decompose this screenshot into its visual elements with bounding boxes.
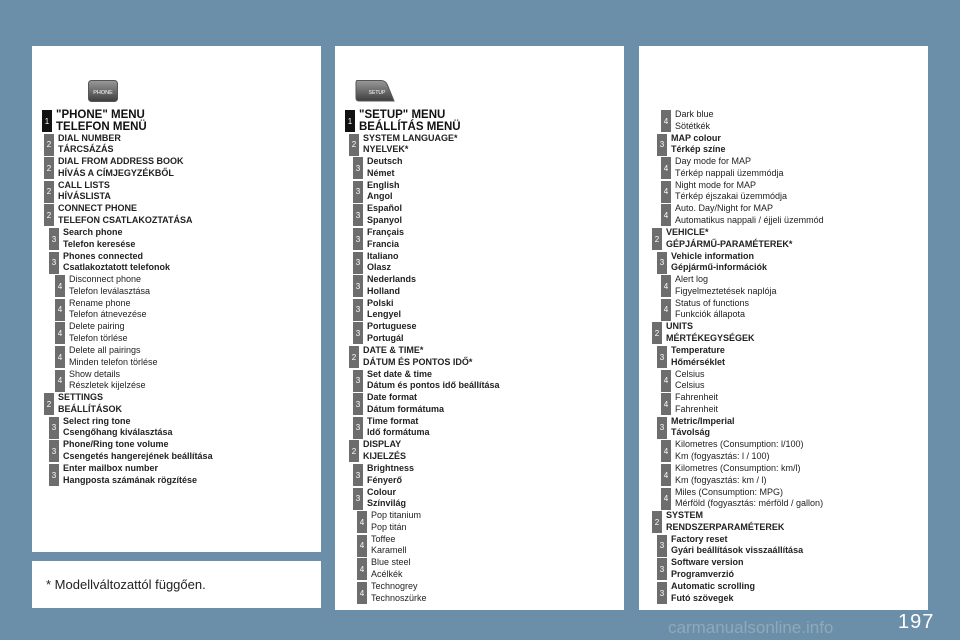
item-label-hungarian: Km (fogyasztás: km / l) bbox=[675, 474, 767, 485]
item-label-english: Portuguese bbox=[367, 321, 417, 332]
item-label-hungarian: Térkép nappali üzemmódja bbox=[675, 167, 784, 178]
item-label-english: Deutsch bbox=[367, 156, 403, 167]
item-label-english: Dark blue bbox=[675, 109, 714, 119]
item-label-hungarian: Térkép éjszakai üzemmódja bbox=[675, 191, 788, 202]
item-label-hungarian: Fényerő bbox=[367, 474, 403, 485]
level-badge: 3 bbox=[353, 204, 363, 226]
item-label-english: Nederlands bbox=[367, 274, 417, 285]
item-label-english: SYSTEM bbox=[666, 510, 704, 521]
item-label-english: Italiano bbox=[367, 250, 399, 261]
level-badge: 3 bbox=[353, 417, 363, 439]
item-label-hungarian: Portugál bbox=[367, 332, 404, 343]
item-label-english: Español bbox=[367, 203, 403, 214]
level-badge: 4 bbox=[661, 440, 671, 462]
level-badge: 4 bbox=[661, 275, 671, 297]
item-label-english: Colour bbox=[367, 486, 396, 497]
item-label-english: CALL LISTS bbox=[58, 179, 110, 190]
level-badge: 4 bbox=[661, 299, 671, 321]
setup-icon-label: SETUP bbox=[368, 90, 386, 96]
level-badge: 4 bbox=[55, 322, 65, 344]
item-label-hungarian: Sötétkék bbox=[675, 120, 711, 131]
level-badge: 1 bbox=[42, 110, 52, 132]
item-label-hungarian: Francia bbox=[367, 238, 400, 249]
item-label-hungarian: Technoszürke bbox=[371, 592, 427, 603]
item-label-hungarian: Telefon átnevezése bbox=[69, 309, 147, 320]
setup-menu-panel bbox=[335, 46, 624, 610]
level-badge: 3 bbox=[657, 417, 667, 439]
item-label-english: Day mode for MAP bbox=[675, 156, 752, 167]
item-label-english: VEHICLE* bbox=[666, 227, 709, 237]
item-label-english: Polski bbox=[367, 297, 394, 308]
level-badge: 3 bbox=[657, 535, 667, 557]
item-label-english: Show details bbox=[69, 368, 121, 379]
item-label-hungarian: KIJELZÉS bbox=[363, 450, 407, 461]
item-label-hungarian: Olasz bbox=[367, 262, 392, 273]
level-badge: 3 bbox=[657, 582, 667, 604]
item-label-hungarian: Gépjármű-információk bbox=[671, 262, 768, 273]
level-badge: 3 bbox=[353, 228, 363, 250]
item-label-hungarian: Részletek kijelzése bbox=[69, 380, 146, 391]
item-label-hungarian: RENDSZERPARAMÉTEREK bbox=[666, 521, 785, 532]
item-label-hungarian: Figyelmeztetések naplója bbox=[675, 285, 777, 296]
item-label-english: DISPLAY bbox=[363, 439, 402, 450]
item-label-hungarian: Telefon leválasztása bbox=[69, 285, 151, 296]
level-badge: 4 bbox=[357, 511, 367, 533]
item-label-english: English bbox=[367, 179, 400, 190]
item-label-hungarian: Térkép színe bbox=[671, 144, 726, 155]
item-label-english: Rename phone bbox=[69, 297, 131, 308]
item-label-hungarian: Futó szövegek bbox=[671, 592, 734, 603]
item-label-hungarian: Hangposta számának rögzítése bbox=[63, 474, 198, 485]
level-badge: 3 bbox=[657, 558, 667, 580]
level-badge: 4 bbox=[55, 275, 65, 297]
item-label-english: Celsius bbox=[675, 368, 705, 379]
item-label-hungarian: BEÁLLÍTÁSOK bbox=[58, 403, 122, 414]
level-badge: 3 bbox=[353, 157, 363, 179]
item-label-english: MAP colour bbox=[671, 132, 721, 143]
item-label-english: Automatic scrolling bbox=[671, 581, 756, 591]
item-label-hungarian: Automatikus nappali / éjjeli üzemmód bbox=[675, 214, 824, 225]
item-label-hungarian: MÉRTÉKEGYSÉGEK bbox=[666, 332, 755, 343]
item-label-hungarian: Gyári beállítások visszaállítása bbox=[671, 545, 804, 556]
item-label-english: Date format bbox=[367, 392, 418, 403]
item-label-hungarian: TÁRCSÁZÁS bbox=[58, 144, 114, 155]
item-label-english: Français bbox=[367, 227, 405, 237]
level-badge: 2 bbox=[652, 228, 662, 250]
item-label-english: SETTINGS bbox=[58, 392, 104, 403]
level-badge: 1 bbox=[345, 110, 355, 132]
level-badge: 3 bbox=[49, 252, 59, 274]
level-badge: 4 bbox=[661, 181, 671, 203]
level-badge: 2 bbox=[349, 346, 359, 368]
level-badge: 3 bbox=[353, 252, 363, 274]
item-label-hungarian: Pop titán bbox=[371, 521, 407, 532]
item-label-hungarian: Színvilág bbox=[367, 498, 407, 509]
item-label-hungarian: BEÁLLÍTÁS MENÜ bbox=[359, 121, 461, 133]
level-badge: 3 bbox=[353, 181, 363, 203]
phone-menu-panel bbox=[32, 46, 321, 552]
item-label-english: Vehicle information bbox=[671, 250, 755, 261]
item-label-english: Auto. Day/Night for MAP bbox=[675, 203, 774, 214]
level-badge: 2 bbox=[349, 440, 359, 462]
item-label-hungarian: HÍVÁS A CÍMJEGYZÉKBŐL bbox=[58, 167, 174, 178]
item-label-english: Technogrey bbox=[371, 581, 418, 591]
item-label-english: Select ring tone bbox=[63, 415, 131, 426]
setup-button-icon bbox=[355, 80, 395, 102]
item-label-english: DIAL FROM ADDRESS BOOK bbox=[58, 156, 184, 167]
item-label-english: Pop titanium bbox=[371, 510, 422, 521]
item-label-english: Toffee bbox=[371, 533, 396, 544]
item-label-hungarian: Karamell bbox=[371, 545, 407, 556]
phone-button-icon bbox=[88, 80, 118, 102]
level-badge: 3 bbox=[353, 488, 363, 510]
item-label-hungarian: DÁTUM ÉS PONTOS IDŐ* bbox=[363, 356, 473, 367]
level-badge: 4 bbox=[661, 464, 671, 486]
level-badge: 4 bbox=[357, 558, 367, 580]
item-label-hungarian: Telefon keresése bbox=[63, 238, 136, 249]
item-label-hungarian: Acélkék bbox=[371, 568, 403, 579]
item-label-hungarian: Távolság bbox=[671, 427, 711, 438]
level-badge: 4 bbox=[661, 204, 671, 226]
item-label-hungarian: Mérföld (fogyasztás: mérföld / gallon) bbox=[675, 498, 824, 509]
level-badge: 2 bbox=[44, 157, 54, 179]
item-label-english: Phones connected bbox=[63, 250, 144, 261]
level-badge: 3 bbox=[657, 346, 667, 368]
item-label-hungarian: Fahrenheit bbox=[675, 403, 719, 414]
item-label-hungarian: Angol bbox=[367, 191, 393, 202]
level-badge: 3 bbox=[657, 134, 667, 156]
item-label-english: Blue steel bbox=[371, 557, 411, 568]
level-badge: 4 bbox=[661, 393, 671, 415]
level-badge: 3 bbox=[657, 252, 667, 274]
item-label-hungarian: Csengetés hangerejének beállítása bbox=[63, 450, 213, 461]
item-label-hungarian: Csengőhang kiválasztása bbox=[63, 427, 173, 438]
item-label-hungarian: Funkciók állapota bbox=[675, 309, 746, 320]
item-label-english: Factory reset bbox=[671, 533, 728, 544]
level-badge: 2 bbox=[349, 134, 359, 156]
level-badge: 4 bbox=[357, 582, 367, 604]
level-badge: 3 bbox=[353, 464, 363, 486]
item-label-english: Delete pairing bbox=[69, 321, 125, 332]
item-label-hungarian: Dátum formátuma bbox=[367, 403, 445, 414]
item-label-english: Temperature bbox=[671, 345, 725, 355]
level-badge: 4 bbox=[55, 370, 65, 392]
level-badge: 3 bbox=[353, 299, 363, 321]
item-label-hungarian: Spanyol bbox=[367, 214, 403, 225]
item-label-english: Phone/Ring tone volume bbox=[63, 439, 169, 450]
item-label-hungarian: Hőmérséklet bbox=[671, 356, 726, 367]
level-badge: 4 bbox=[661, 370, 671, 392]
level-badge: 3 bbox=[353, 322, 363, 344]
page-number: 197 bbox=[898, 611, 935, 633]
level-badge: 3 bbox=[49, 417, 59, 439]
level-badge: 3 bbox=[49, 440, 59, 462]
item-label-english: Alert log bbox=[675, 274, 709, 285]
item-label-hungarian: Dátum és pontos idő beállítása bbox=[367, 380, 500, 391]
item-label-hungarian: Minden telefon törlése bbox=[69, 356, 158, 367]
item-label-hungarian: Programverzió bbox=[671, 568, 735, 579]
item-label-english: "PHONE" MENU bbox=[56, 109, 145, 121]
footnote-text: * Modellváltozattól függően. bbox=[46, 577, 206, 592]
level-badge: 2 bbox=[44, 393, 54, 415]
footnote-box bbox=[32, 561, 321, 608]
item-label-english: SYSTEM LANGUAGE* bbox=[363, 132, 458, 143]
level-badge: 4 bbox=[357, 535, 367, 557]
item-label-english: CONNECT PHONE bbox=[58, 203, 138, 214]
item-label-english: DATE & TIME* bbox=[363, 345, 424, 355]
item-label-hungarian: Idő formátuma bbox=[367, 427, 430, 438]
level-badge: 4 bbox=[661, 110, 671, 132]
level-badge: 4 bbox=[661, 488, 671, 510]
level-badge: 4 bbox=[661, 157, 671, 179]
item-label-english: Time format bbox=[367, 415, 419, 426]
level-badge: 2 bbox=[44, 204, 54, 226]
item-label-english: Fahrenheit bbox=[675, 392, 719, 403]
item-label-hungarian: Telefon törlése bbox=[69, 332, 128, 343]
item-label-hungarian: GÉPJÁRMŰ-PARAMÉTEREK* bbox=[666, 238, 793, 249]
setup-menu-continued-panel bbox=[639, 46, 928, 610]
item-label-english: Kilometres (Consumption: l/100) bbox=[675, 439, 804, 450]
level-badge: 3 bbox=[353, 393, 363, 415]
item-label-english: Search phone bbox=[63, 227, 123, 237]
item-label-english: Kilometres (Consumption: km/l) bbox=[675, 463, 801, 473]
level-badge: 3 bbox=[353, 370, 363, 392]
level-badge: 3 bbox=[49, 464, 59, 486]
item-label-english: Delete all pairings bbox=[69, 345, 141, 355]
item-label-hungarian: TELEFON MENÜ bbox=[56, 121, 147, 133]
item-label-hungarian: Celsius bbox=[675, 380, 705, 391]
watermark: carmanualsonline.info bbox=[668, 618, 834, 637]
level-badge: 2 bbox=[652, 511, 662, 533]
item-label-hungarian: Km (fogyasztás: l / 100) bbox=[675, 450, 770, 461]
level-badge: 2 bbox=[44, 134, 54, 156]
item-label-english: Metric/Imperial bbox=[671, 415, 735, 426]
item-label-english: UNITS bbox=[666, 321, 693, 332]
item-label-english: Status of functions bbox=[675, 297, 750, 308]
item-label-english: "SETUP" MENU bbox=[359, 109, 446, 121]
item-label-english: Enter mailbox number bbox=[63, 463, 159, 473]
level-badge: 2 bbox=[44, 181, 54, 203]
level-badge: 4 bbox=[55, 346, 65, 368]
level-badge: 2 bbox=[652, 322, 662, 344]
item-label-hungarian: TELEFON CSATLAKOZTATÁSA bbox=[58, 214, 193, 225]
item-label-hungarian: NYELVEK* bbox=[363, 144, 409, 155]
item-label-english: Night mode for MAP bbox=[675, 179, 757, 190]
item-label-english: DIAL NUMBER bbox=[58, 132, 121, 143]
item-label-english: Software version bbox=[671, 557, 744, 568]
item-label-hungarian: Lengyel bbox=[367, 309, 402, 320]
item-label-english: Set date & time bbox=[367, 368, 433, 379]
item-label-hungarian: Csatlakoztatott telefonok bbox=[63, 262, 171, 273]
level-badge: 4 bbox=[55, 299, 65, 321]
item-label-hungarian: HÍVÁSLISTA bbox=[58, 191, 111, 202]
level-badge: 3 bbox=[353, 275, 363, 297]
level-badge: 3 bbox=[49, 228, 59, 250]
item-label-hungarian: Holland bbox=[367, 285, 400, 296]
item-label-english: Brightness bbox=[367, 463, 415, 473]
item-label-hungarian: Német bbox=[367, 167, 395, 178]
phone-icon-label: PHONE bbox=[93, 90, 113, 96]
item-label-english: Disconnect phone bbox=[69, 274, 142, 285]
item-label-english: Miles (Consumption: MPG) bbox=[675, 486, 784, 497]
